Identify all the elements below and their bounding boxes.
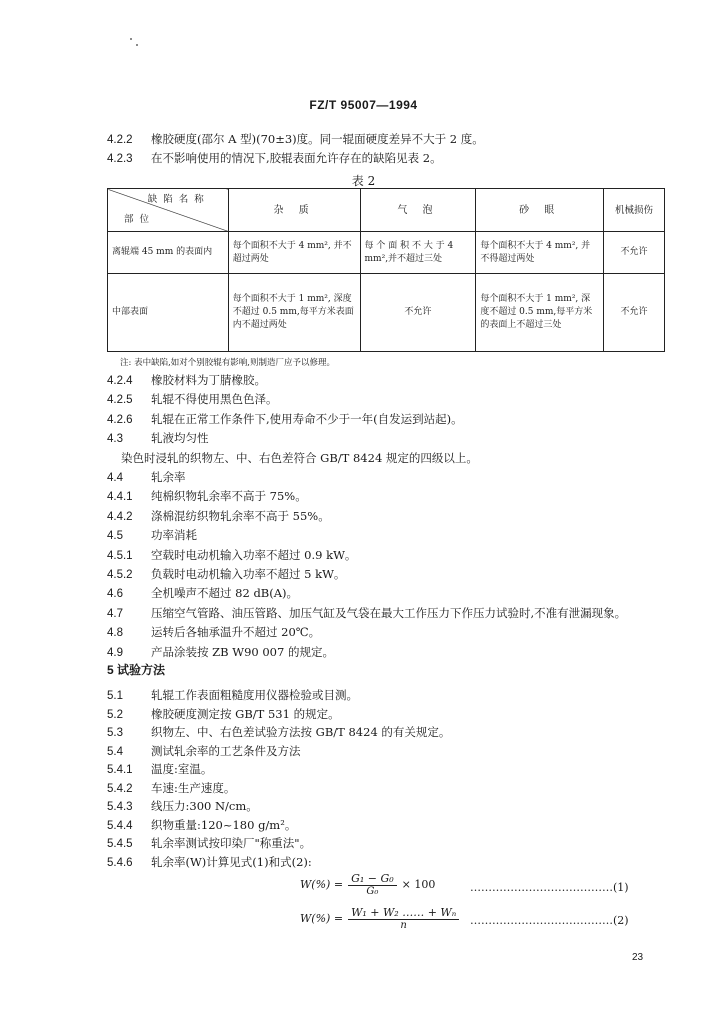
formula-2-lhs: W(%) = — [300, 912, 344, 925]
header-impurity: 杂 质 — [228, 189, 360, 232]
clause-text: 轧余率(W)计算见式(1)和式(2): — [151, 854, 312, 869]
scan-speck — [136, 44, 138, 46]
clause-number: 5.4.6 — [107, 856, 133, 869]
clause-text: 空载时电动机输入功率不超过 0.9 kW。 — [151, 547, 357, 562]
clause-text: 轧余率测试按印染厂"称重法"。 — [151, 836, 312, 850]
clause-line — [107, 567, 345, 582]
clause-line — [121, 451, 478, 465]
defects-table — [107, 188, 665, 352]
clause-text: 测试轧余率的工艺条件及方法 — [151, 743, 301, 758]
formula-1-label: …………………………………(1) — [470, 881, 629, 894]
clause-line — [107, 586, 298, 601]
clause-text: 运转后各轴承温升不超过 20℃。 — [151, 625, 321, 640]
table-cell: 不允许 — [604, 232, 665, 274]
clause-text: 温度:室温。 — [151, 762, 213, 776]
clause-number: 4.4.1 — [107, 491, 133, 504]
table-caption: 表 2 — [351, 174, 376, 188]
row-part: 中部表面 — [108, 274, 229, 352]
corner-label-defect: 缺陷名称 — [147, 194, 210, 205]
clause-number: 5.4.1 — [107, 764, 133, 776]
formula-1 — [300, 872, 435, 897]
clause-line — [107, 725, 450, 740]
clause-line — [107, 836, 311, 851]
clause-number: 4.7 — [107, 607, 123, 620]
clause-number: 5.1 — [107, 690, 123, 702]
formula-2 — [300, 906, 464, 931]
clause-line — [107, 855, 312, 870]
table-cell: 每个面积不大于 4 mm², 并不得超过两处 — [476, 232, 604, 274]
table-row — [108, 232, 665, 274]
formula-1-numerator: G₁ − G₀ — [348, 872, 397, 886]
clause-text: 产品涂装按 ZB W90 007 的规定。 — [151, 644, 334, 659]
clause-text: 功率消耗 — [151, 528, 197, 543]
clause-line — [107, 412, 463, 427]
clause-number: 4.4.2 — [107, 510, 133, 523]
clause-number: 5.4.3 — [107, 801, 133, 813]
clause-line — [107, 645, 334, 660]
clause-line — [107, 470, 186, 485]
clause-line — [107, 818, 296, 833]
clause-text: 负载时电动机输入功率不超过 5 kW。 — [151, 567, 346, 581]
clause-number: 4.2.5 — [107, 394, 133, 407]
section-5-title: 5 试验方法 — [107, 663, 166, 677]
clause-text: 压缩空气管路、油压管路、加压气缸及气袋在最大工作压力下作压力试验时,不准有泄漏现象。 — [151, 605, 627, 620]
clause-line — [107, 509, 330, 524]
clause-text: 轧辊在正常工作条件下,使用寿命不少于一年(自发运到站起)。 — [151, 411, 463, 426]
formula-1-rhs: × 100 — [401, 878, 436, 891]
clause-text: 车速:生产速度。 — [151, 780, 236, 795]
clause-text: 轧余率 — [151, 470, 186, 484]
clause-number: 4.8 — [107, 627, 123, 640]
clause-text: 织物左、中、右色差试验方法按 GB/T 8424 的有关规定。 — [151, 725, 451, 739]
clause-text: 轧辊不得使用黑色色泽。 — [151, 392, 278, 407]
clause-line — [107, 707, 340, 722]
clause-number: 4.3 — [107, 433, 123, 446]
clause-number: 5.4.2 — [107, 782, 133, 795]
formula-2-numerator: W₁ + W₂ …… + Wₙ — [348, 906, 459, 920]
clause-text: 橡胶硬度测定按 GB/T 531 的规定。 — [151, 706, 340, 721]
clause-number: 4.5.2 — [107, 569, 133, 581]
table-header-row — [108, 189, 665, 232]
row-part: 离辊端 45 mm 的表面内 — [108, 232, 229, 274]
clause-number: 4.2.6 — [107, 413, 133, 426]
clause-number: 5.4 — [107, 745, 123, 758]
table-note: 注: 表中缺陷,如对个别胶辊有影响,则制造厂应予以修理。 — [120, 358, 335, 368]
clause-line — [107, 431, 209, 446]
document-header: FZ/T 95007—1994 — [309, 98, 418, 112]
formula-1-denominator: G₀ — [366, 886, 379, 897]
table-cell: 每个面积不大于 1 mm², 深度不超过 0.5 mm,每平方米表面内不超过两处 — [228, 274, 360, 352]
formula-1-lhs: W(%) = — [300, 878, 344, 891]
clause-text: 涤棉混纺织物轧余率不高于 55%。 — [151, 508, 330, 523]
header-pinhole: 砂 眼 — [476, 189, 604, 232]
clause-number: 4.9 — [107, 646, 123, 659]
clause-line — [107, 373, 266, 388]
clause-line — [107, 688, 358, 703]
clause-line — [107, 781, 235, 796]
clause-line — [107, 528, 197, 543]
formula-2-denominator: n — [400, 920, 407, 931]
clause-number: 5.3 — [107, 727, 123, 739]
clause-text: 轧辊工作表面粗糙度用仪器检验或目测。 — [151, 688, 358, 702]
clause-number: 4.5 — [107, 530, 123, 543]
clause-text: 轧液均匀性 — [151, 431, 209, 446]
clause-line — [107, 799, 258, 814]
table-cell: 不允许 — [360, 274, 476, 352]
clause-line — [107, 606, 626, 621]
clause-number: 4.2.4 — [107, 375, 133, 387]
clause-4-2-3: 4.2.3 在不影响使用的情况下,胶辊表面允许存在的缺陷见表 2。 — [107, 151, 442, 165]
page-number: 23 — [632, 952, 644, 963]
clause-text: 全机噪声不超过 82 dB(A)。 — [151, 586, 299, 601]
table-cell: 不允许 — [604, 274, 665, 352]
clause-line — [107, 392, 278, 407]
clause-4-2-2: 4.2.2 橡胶硬度(邵尔 A 型)(70±3)度。同一辊面硬度差异不大于 2 度。 — [107, 132, 484, 146]
corner-label-position: 部位 — [124, 214, 156, 225]
clause-text: 织物重量:120~180 g/m²。 — [151, 817, 297, 832]
clause-line — [107, 625, 320, 640]
table-cell: 每 个 面 积 不 大 于 4 mm²,并不超过三处 — [360, 232, 476, 274]
clause-number: 5.2 — [107, 708, 123, 721]
clause-line — [107, 489, 307, 504]
clause-text: 线压力:300 N/cm。 — [151, 799, 258, 813]
clause-line — [107, 744, 301, 759]
table-row — [108, 274, 665, 352]
clause-line — [107, 548, 356, 563]
clause-line — [107, 762, 212, 777]
formula-2-fraction — [348, 906, 459, 931]
clause-number: 4.6 — [107, 588, 123, 601]
table-cell: 每个面积不大于 1 mm², 深度不超过 0.5 mm,每平方米的表面上不超过三处 — [476, 274, 604, 352]
table-corner-cell — [108, 189, 229, 232]
formula-2-label: …………………………………(2) — [470, 914, 629, 927]
clause-number: 4.4 — [107, 472, 123, 484]
clause-text: 染色时浸轧的织物左、中、右色差符合 GB/T 8424 规定的四级以上。 — [121, 450, 478, 465]
table-cell: 每个面积不大于 4 mm², 并不超过两处 — [228, 232, 360, 274]
clause-number: 5.4.4 — [107, 819, 133, 832]
clause-number: 5.4.5 — [107, 838, 133, 850]
clause-number: 4.5.1 — [107, 549, 133, 562]
clause-text: 纯棉织物轧余率不高于 75%。 — [151, 489, 307, 504]
header-mechanical-damage: 机械损伤 — [604, 189, 665, 232]
formula-1-fraction — [348, 872, 397, 897]
header-bubble: 气 泡 — [360, 189, 476, 232]
clause-text: 橡胶材料为丁腈橡胶。 — [151, 373, 266, 387]
scan-speck — [130, 38, 132, 40]
